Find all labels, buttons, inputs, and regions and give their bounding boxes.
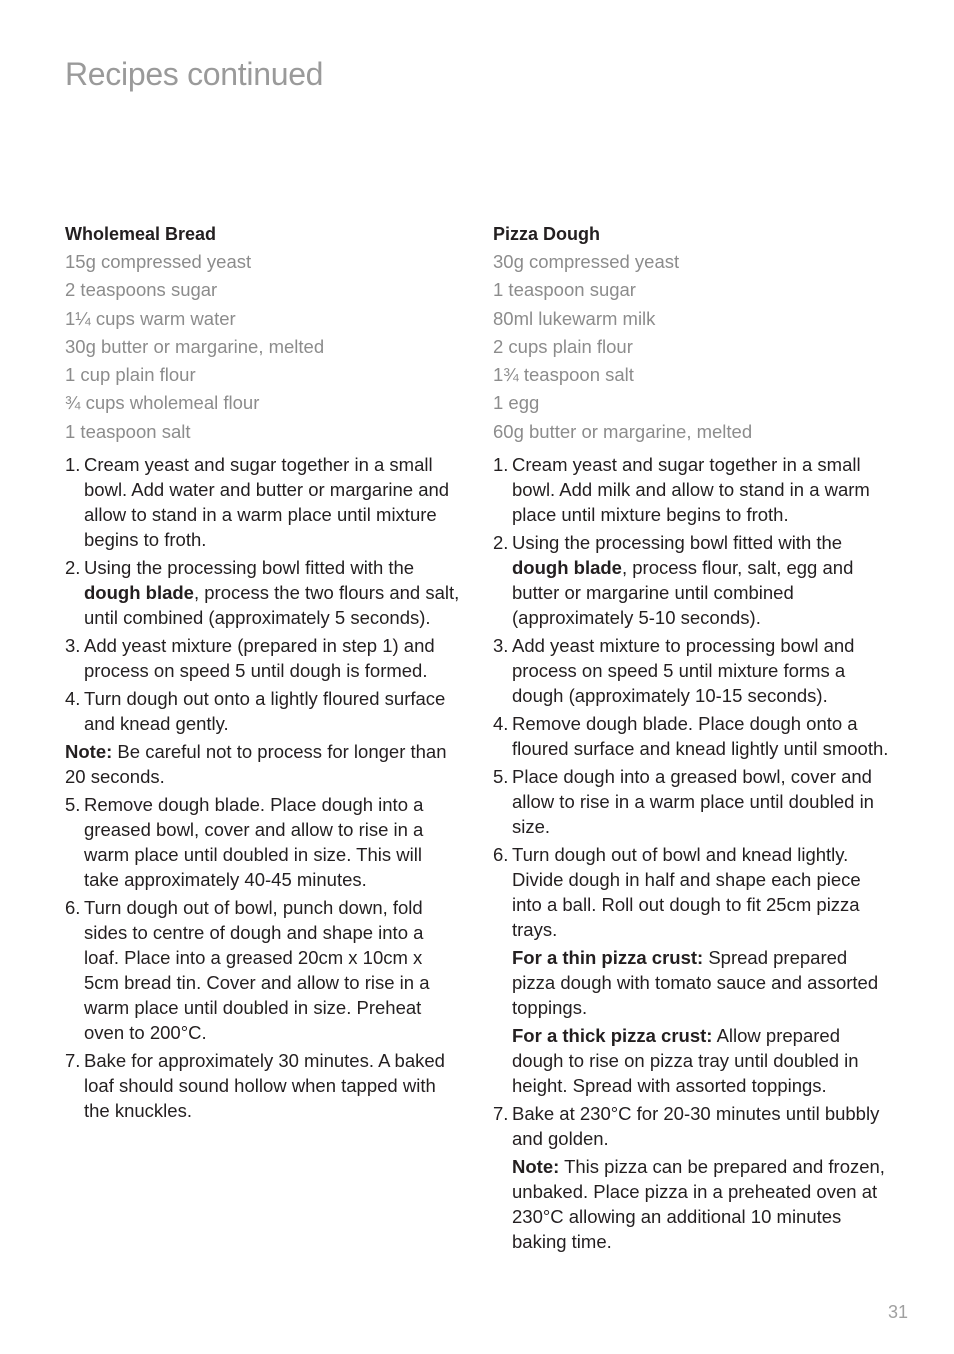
step-text-bold: dough blade — [512, 557, 622, 579]
step-text — [84, 555, 460, 630]
step-text-bold: dough blade — [84, 582, 194, 604]
step-number: 7. — [65, 1050, 81, 1072]
step-number: 3. — [65, 635, 81, 657]
method-step — [65, 633, 460, 683]
recipe-title: Pizza Dough — [493, 224, 600, 244]
ingredient-list — [65, 248, 460, 446]
step-number: 1. — [493, 454, 509, 476]
step-text: Remove dough blade. Place dough into a greased bowl, cover and allow to rise in a warm place until doubled in size. This will take approximately 40-45 minutes. — [84, 794, 424, 891]
method-step — [65, 895, 460, 1045]
ingredient-item: 1¾ teaspoon salt — [493, 364, 634, 386]
thin-crust-tip — [512, 945, 893, 1020]
step-text-end: , process the two flours and salt, until combined (approximately 5 seconds). — [84, 582, 460, 629]
page-number: 31 — [887, 1302, 908, 1322]
method-steps — [493, 452, 893, 1254]
note — [512, 1154, 893, 1254]
ingredient-item: 30g butter or margarine, melted — [65, 335, 325, 357]
step-text-start: Using the processing bowl fitted with the — [512, 532, 843, 554]
step-number: 7. — [493, 1103, 509, 1125]
step-text: Bake for approximately 30 minutes. A baked loaf should sound hollow when tapped with the knuckles. — [84, 1050, 445, 1122]
method-step — [493, 711, 893, 761]
tip-label: For a thin pizza crust: — [512, 947, 704, 969]
step-number: 6. — [65, 897, 81, 919]
step-text: Cream yeast and sugar together in a small bowl. Add water and butter or margarine and allow to stand in a warm place until mixture begins to froth. — [84, 454, 450, 551]
note — [65, 739, 460, 789]
step-number: 2. — [65, 557, 81, 579]
step-text: Cream yeast and sugar together in a small bowl. Add milk and allow to stand in a warm place until mixture begins to froth. — [512, 454, 870, 526]
ingredient-item: ¾ cups wholemeal flour — [65, 392, 260, 414]
step-number: 1. — [65, 454, 81, 476]
step-number: 6. — [493, 844, 509, 866]
page-title: Recipes continued — [65, 56, 324, 92]
method-step — [65, 452, 460, 552]
step-number: 5. — [493, 766, 509, 788]
step-text: Add yeast mixture to processing bowl and process on speed 5 until mixture forms a dough (approximately 10-15 seconds). — [512, 635, 855, 707]
step-text: Turn dough out onto a lightly floured surface and knead gently. — [84, 688, 446, 735]
method-step — [65, 792, 460, 892]
step-text: Bake at 230°C for 20-30 minutes until bubbly and golden. — [512, 1103, 880, 1150]
ingredient-item: 1 teaspoon salt — [65, 420, 191, 442]
step-text-end: , process flour, salt, egg and butter or margarine until combined (approximately 5-10 seconds). — [512, 557, 854, 629]
method-step — [493, 842, 893, 1098]
ingredient-item: 1 cup plain flour — [65, 364, 196, 386]
recipe-wholemeal-bread — [65, 220, 460, 1126]
method-step — [65, 1048, 460, 1123]
note-text: Be careful not to process for longer than 20 seconds. — [65, 741, 447, 788]
method-step — [493, 530, 893, 630]
step-text — [512, 530, 893, 630]
ingredient-item: 1 teaspoon sugar — [493, 279, 636, 301]
tip-text: Allow prepared dough to rise on pizza tray until doubled in height. Spread with assorted toppings. — [512, 1025, 859, 1097]
step-text: Turn dough out of bowl, punch down, fold sides to centre of dough and shape into a loaf. Place into a greased 20cm x 10cm x 5cm bread tin. Cover and allow to rise in a warm place until doubled in size. Preheat oven to 200°C. — [84, 897, 430, 1044]
step-text: Add yeast mixture (prepared in step 1) and process on speed 5 until dough is formed. — [84, 635, 435, 682]
step-text: Place dough into a greased bowl, cover and allow to rise in a warm place until doubled in size. — [512, 766, 874, 838]
method-step — [493, 764, 893, 839]
ingredient-item: 2 teaspoons sugar — [65, 279, 218, 301]
tip-label: For a thick pizza crust: — [512, 1025, 713, 1047]
ingredient-item: 2 cups plain flour — [493, 335, 633, 357]
recipe-pizza-dough — [493, 220, 893, 1257]
note-label: Note: — [65, 741, 113, 763]
method-step — [493, 1101, 893, 1254]
method-steps — [65, 452, 460, 1123]
step-number: 3. — [493, 635, 509, 657]
ingredient-item: 1 egg — [493, 392, 540, 414]
recipe-title: Wholemeal Bread — [65, 224, 217, 244]
step-text-start: Using the processing bowl fitted with the — [84, 557, 415, 579]
ingredient-item: 15g compressed yeast — [65, 251, 252, 272]
method-step — [493, 452, 893, 527]
thick-crust-tip — [512, 1023, 893, 1098]
ingredient-item: 80ml lukewarm milk — [493, 307, 656, 329]
ingredient-list — [493, 248, 893, 446]
ingredient-item: 30g compressed yeast — [493, 251, 680, 272]
method-step — [65, 555, 460, 630]
step-text: Turn dough out of bowl and knead lightly. Divide dough in half and shape each piece into a ball. Roll out dough to fit 25cm pizza trays. — [512, 844, 861, 941]
tip-text: Spread prepared pizza dough with tomato sauce and assorted toppings. — [512, 947, 879, 1019]
ingredient-item: 1¼ cups warm water — [65, 307, 236, 329]
step-number: 5. — [65, 794, 81, 816]
step-number: 4. — [65, 688, 81, 710]
note-text: This pizza can be prepared and frozen, unbaked. Place pizza in a preheated oven at 230°C allowing an additional 10 minutes baking time. — [512, 1156, 885, 1253]
method-step — [65, 686, 460, 736]
step-number: 4. — [493, 713, 509, 735]
method-step — [493, 633, 893, 708]
step-text: Remove dough blade. Place dough onto a floured surface and knead lightly until smooth. — [512, 713, 889, 760]
step-number: 2. — [493, 532, 509, 554]
note-label: Note: — [512, 1156, 560, 1178]
ingredient-item: 60g butter or margarine, melted — [493, 420, 753, 442]
